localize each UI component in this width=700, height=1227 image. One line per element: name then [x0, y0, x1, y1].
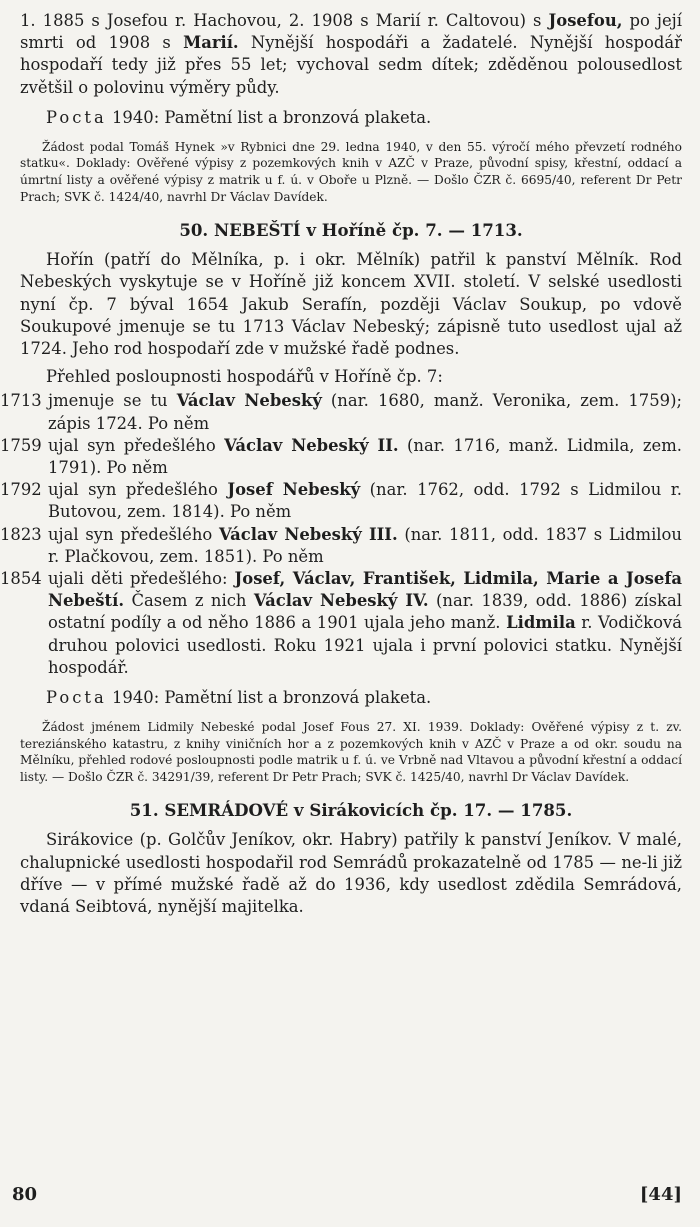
- row-name: Václav Nebeský II.: [224, 435, 399, 455]
- row-text-a: jmenuje se tu: [48, 391, 177, 411]
- row-text-c: (nar. 1762, odd. 1792 s Lidmilou r. Butovou, zem. 1814). Po něm: [48, 480, 682, 522]
- note-paragraph-2: Žádost jménem Lidmily Nebeské podal Josef Fous 27. XI. 1939. Doklady: Ověřené výpisy z t. zv. tereziánského katastru, z knihy viničních hor a z pozemkových knih v AZČ v Praze a od okr. soudu na Mělníku, přehled rodové posloupnosti podle matrik u f. ú. ve Vrbně nad Vltavou a původní křestní a oddací listy. — Došlo ČZR č. 34291/39, referent Dr Petr Prach; SVK č. 1425/40, navrhl Dr Václav Davídek.: [20, 720, 682, 784]
- row-text: [48, 568, 682, 679]
- section-51-paragraph: Sirákovice (p. Golčův Jeníkov, okr. Habry) patřily k panství Jeníkov. V malé, chalupnické usedlosti hospodařil rod Semrádů prokazatelně od 1785 — ne-li již dříve — v přímé mužské řadě až do 1936, kdy usedlost zdědila Semrádová, vdaná Seibtová, nynější majitelka.: [20, 830, 682, 917]
- row-text-c: (nar. 1716, manž. Lidmila, zem. 1791). Po něm: [48, 435, 683, 478]
- pocta-spaced-2: Pocta: [46, 688, 107, 708]
- row-text-c: Časem z nich: [124, 591, 254, 611]
- row-name-2: Václav Nebeský IV.: [253, 591, 429, 611]
- row-name: Václav Nebeský III.: [218, 524, 398, 544]
- section-heading-50: 50. NEBEŠTÍ v Hoříně čp. 7. — 1713.: [179, 220, 523, 241]
- intro-paragraph: [20, 10, 682, 99]
- row-year: 1792: [0, 480, 42, 500]
- row-name: Josef Nebeský: [227, 480, 361, 500]
- intro-text-1: 1. 1885 s Josefou r. Hachovou, 2. 1908 s Marií r. Caltovou) s: [20, 11, 549, 30]
- row-year: 1854: [0, 569, 42, 589]
- row-text-c: (nar. 1811, odd. 1837 s Lidmilou r. Plačkovou, zem. 1851). Po něm: [48, 524, 682, 566]
- succession-intro: Přehled posloupnosti hospodářů v Hoříně čp. 7:: [46, 367, 443, 387]
- row-text-e: (nar. 1839, odd. 1886) získal ostatní podíly a od něho 1886 a 1901 ujala jeho manž.: [48, 591, 682, 633]
- intro-bold-2: Marií.: [183, 33, 239, 53]
- succession-list: [0, 390, 683, 679]
- row-name-3: Lidmila: [506, 613, 576, 633]
- pocta-rest-1: 1940: Pamětní list a bronzová plaketa.: [106, 107, 432, 127]
- row-name: Josef, Václav, František, Lidmila, Marie a Josefa Nebeští.: [48, 569, 682, 611]
- row-year: 1823: [0, 524, 42, 544]
- page-footer: [12, 1184, 682, 1205]
- succession-row: [0, 568, 682, 679]
- row-text: [48, 390, 682, 434]
- pocta-spaced-1: Pocta: [46, 107, 107, 127]
- section-heading-51: 51. SEMRÁDOVÉ v Sirákovicích čp. 17. — 1785.: [129, 800, 573, 821]
- intro-text-2: po její smrti od 1908 s: [20, 11, 682, 53]
- intro-bold-1: Josefou,: [548, 11, 623, 30]
- row-text-a: ujal syn předešlého: [48, 524, 219, 544]
- row-year: 1713: [0, 391, 42, 411]
- row-text-a: ujali děti předešlého:: [48, 569, 235, 589]
- intro-text-3: Nynější hospodáři a žadatelé. Nynější hospodář hospodaří tedy již přes 55 let; vychoval sedm dítek; zděděnou polousedlost zvětšil o polovinu výměry půdy.: [20, 33, 682, 97]
- pocta-line-2: [20, 687, 682, 709]
- page-number: 80: [12, 1184, 38, 1205]
- row-text-c: (nar. 1680, manž. Veronika, zem. 1759); zápis 1724. Po něm: [48, 391, 683, 433]
- row-name: Václav Nebeský: [176, 391, 322, 411]
- row-text: [48, 524, 682, 568]
- row-text: [48, 435, 682, 479]
- sheet-number: [44]: [639, 1184, 682, 1205]
- row-year: 1759: [0, 435, 42, 455]
- section-50-paragraph: Hořín (patří do Mělníka, p. i okr. Mělník) patřil k panství Mělník. Rod Nebeských vyskytuje se v Hoříně již koncem XVII. století. V selské usedlosti nyní čp. 7 býval 1654 Jakub Serafín, později Václav Soukup, po vdově Soukupové jmenuje se tu 1713 Václav Nebeský; zápisně tuto usedlost ujal až 1724. Jeho rod hospodaří zde v mužské řadě podnes.: [20, 250, 682, 358]
- succession-row: [0, 524, 682, 568]
- succession-row: [0, 390, 683, 434]
- note-paragraph-1: Žádost podal Tomáš Hynek »v Rybnici dne 29. ledna 1940, v den 55. výročí mého převzetí rodného statku«. Doklady: Ověřené výpisy z pozemkových knih v AZČ v Praze, původní spisy, křestní, oddací a úmrtní listy a ověřené výpisy z matrik u f. ú. v Oboře u Plzně. — Došlo ČZR č. 6695/40, referent Dr Petr Prach; SVK č. 1424/40, navrhl Dr Václav Davídek.: [20, 139, 682, 204]
- row-text-a: ujal syn předešlého: [48, 435, 225, 455]
- row-text: [48, 479, 682, 523]
- row-text-a: ujal syn předešlého: [48, 480, 228, 500]
- succession-row: [0, 479, 682, 523]
- pocta-line-1: [20, 107, 682, 129]
- pocta-rest-2: 1940: Pamětní list a bronzová plaketa.: [106, 688, 432, 708]
- row-text-g: r. Vodičková druhou polovici usedlosti. Roku 1921 ujala i první polovici statku. Nynější hospodář.: [48, 613, 682, 677]
- succession-row: [0, 435, 683, 479]
